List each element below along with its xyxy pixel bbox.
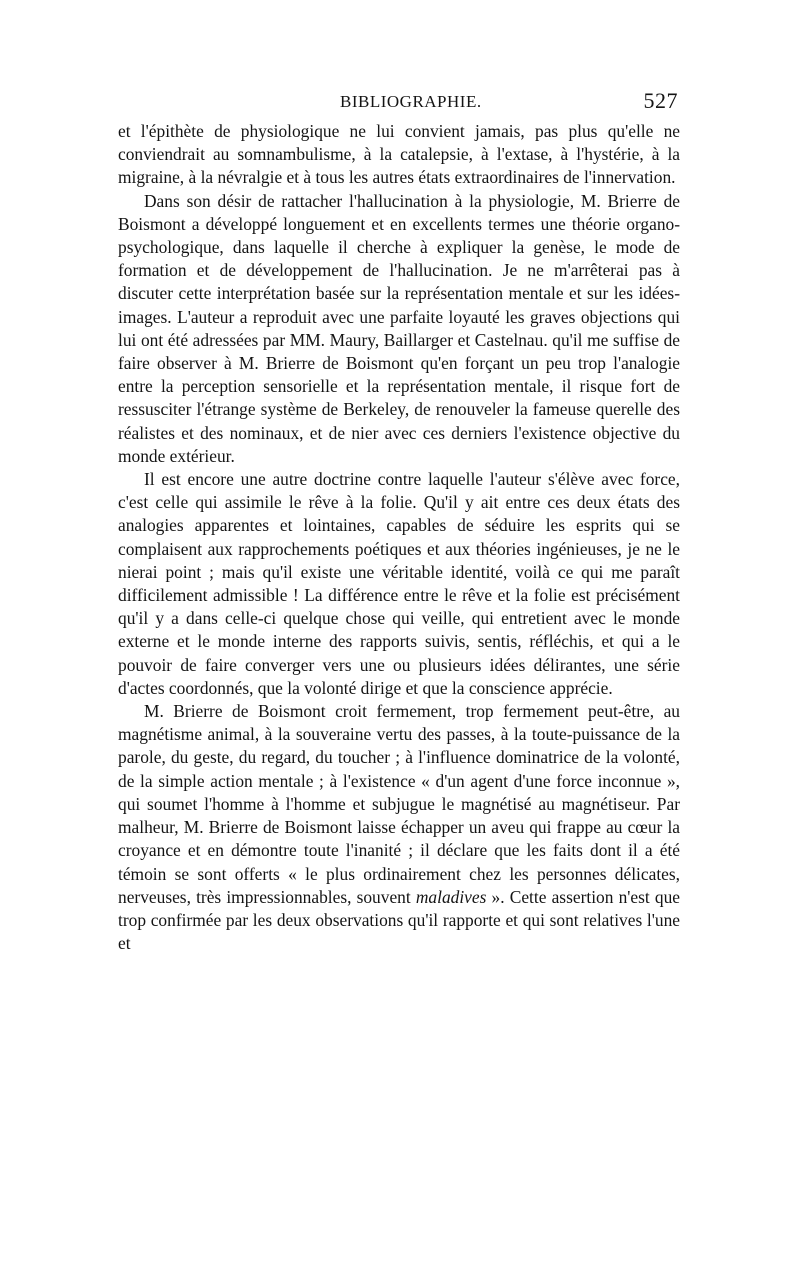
document-page: [118, 88, 680, 955]
body-text: [118, 120, 680, 955]
paragraph: [118, 468, 680, 700]
paragraph-text: Dans son désir de rattacher l'hallucination à la physiologie, M. Brierre de Boismont a développé longuement et en excellents termes une théorie organo-psychologique, dans laquelle il cherche à expliquer la genèse, le mode de formation et de développement de l'hallucination. Je ne m'arrêterai pas à discuter cette interprétation basée sur la représentation mentale et sur les idées-images. L'auteur a reproduit avec une parfaite loyauté les graves objections qui lui ont été adressées par MM. Maury, Baillarger et Castelnau. qu'il me suffise de faire observer à M. Brierre de Boismont qu'en forçant un peu trop l'analogie entre la perception sensorielle et la représentation mentale, il risque fort de ressusciter l'étrange système de Berkeley, de renouveler la fameuse querelle des réalistes et des nominaux, et de nier avec ces derniers l'existence objective du monde extérieur.: [118, 190, 680, 466]
paragraph: [118, 190, 680, 468]
page-number: 527: [643, 88, 678, 113]
paragraph-text: Il est encore une autre doctrine contre laquelle l'auteur s'élève avec force, c'est celle qui assimile le rêve à la folie. Qu'il y ait entre ces deux états des analogies apparentes et lointaines, capables de séduire les esprits qui se complaisent aux rapprochements poétiques et aux théories ingénieuses, je ne le nierai point ; mais qu'il existe une véritable identité, voilà ce qui me paraît difficilement admissible ! La différence entre le rêve et la folie est précisément qu'il y a dans celle-ci quelque chose qui veille, qui entretient avec le monde externe et le monde interne des rapports suivis, sentis, réfléchis, et qui a le pouvoir de faire converger vers une ou plusieurs idées délirantes, une série d'actes coordonnés, que la volonté dirige et que la conscience apprécie.: [118, 469, 680, 698]
paragraph-text: ». Cette assertion n'est que trop confirmée par les deux observations qu'il rapporte et qui sont relatives l'une et: [118, 886, 680, 954]
paragraph-text: M. Brierre de Boismont croit fermement, trop fermement peut-être, au magnétisme animal, à la souveraine vertu des passes, à la toute-puissance de la parole, du geste, du regard, du toucher ; à l'influence dominatrice de la volonté, de la simple action mentale ; à l'existence « d'un agent d'une force inconnue », qui soumet l'homme à l'homme et subjugue le magnétisé au magnétiseur. Par malheur, M. Brierre de Boismont laisse échapper un aveu qui frappe au cœur la croyance et en démontre toute l'inanité ; il déclare que les faits dont il a été témoin se sont offerts « le plus ordinairement chez les personnes délicates, nerveuses, très impressionnables, souvent: [118, 701, 680, 907]
italic-text: maladives: [415, 886, 487, 907]
paragraph: [118, 700, 680, 955]
running-header: [118, 88, 680, 118]
paragraph: [118, 120, 680, 190]
running-title: BIBLIOGRAPHIE.: [340, 92, 482, 111]
paragraph-text: et l'épithète de physiologique ne lui convient jamais, pas plus qu'elle ne conviendrait au somnambulisme, à la catalepsie, à l'extase, à l'hystérie, à la migraine, à la névralgie et à tous les autres états extraordinaires de l'innervation.: [118, 121, 680, 188]
